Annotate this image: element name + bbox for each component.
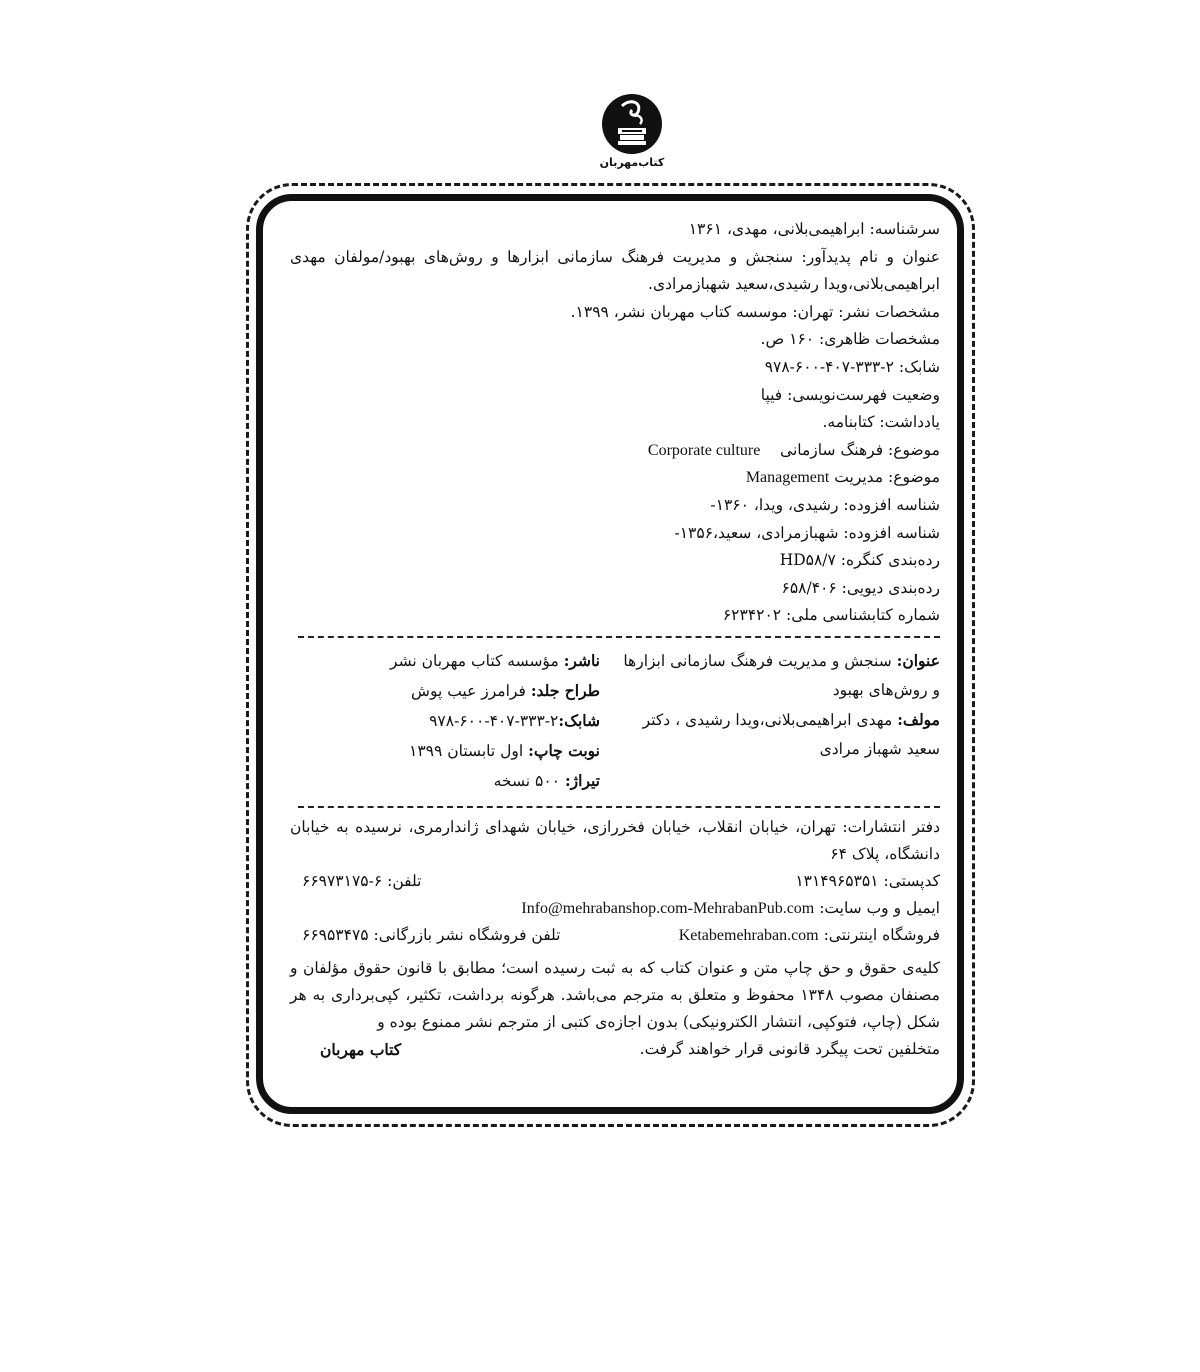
dashed-divider — [298, 806, 940, 808]
online-store-value: Ketabemehraban.com — [678, 926, 819, 944]
isbn-value: ۲-۳۳۳-۴۰۷-۶۰۰-۹۷۸ — [429, 711, 559, 730]
email-row — [290, 895, 940, 922]
copyright-page-content — [290, 216, 940, 1063]
publisher-value: مؤسسه کتاب مهربان نشر — [390, 651, 559, 670]
edition-label: نوبت چاپ: — [528, 740, 600, 760]
cip-subject-1 — [290, 437, 940, 465]
circulation-label: تیراژ: — [564, 770, 600, 790]
cip-lc-class — [290, 547, 940, 575]
cover-designer-label: طراح جلد: — [530, 680, 600, 700]
cip-note: یادداشت: کتابنامه. — [822, 413, 940, 432]
cip-isbn: شابک: ۲-۳۳۳-۴۰۷-۶۰۰-۹۷۸ — [764, 357, 940, 376]
book-title-value-1: سنجش و مدیریت فرهنگ سازمانی ابزارها — [623, 651, 892, 670]
contact-block — [290, 814, 940, 949]
cip-added-entry-2: شناسه افزوده: شهبازمرادی، سعید،۱۳۵۶- — [674, 523, 940, 542]
postal-code: کدپستی: ۱۳۱۴۹۶۵۳۵۱ — [795, 871, 940, 890]
book-author-row — [600, 705, 940, 735]
cip-national-number: شماره کتابشناسی ملی: ۶۲۳۴۲۰۲ — [722, 606, 940, 625]
publisher-row — [350, 646, 600, 676]
book-stack-icon — [600, 92, 664, 156]
cip-lc-class-label: رده‌بندی کنگره: — [840, 551, 940, 570]
book-title-value-2: و روش‌های بهبود — [832, 680, 940, 699]
store-row — [290, 922, 940, 949]
book-author-label: مولف: — [897, 709, 940, 729]
rights-last-line: متخلفین تحت پیگرد قانونی قرار خواهند گرفت. — [639, 1039, 940, 1058]
cip-subject-2 — [290, 464, 940, 492]
office-address: دفتر انتشارات: تهران، خیابان انقلاب، خیابان فخررازی، خیابان شهدای ژاندارمری، نرسیده به خیابان دانشگاه، پلاک ۶۴ — [290, 817, 940, 863]
isbn-row — [350, 706, 600, 736]
online-store-label: فروشگاه اینترنتی: — [823, 925, 940, 944]
cip-physical: مشخصات ظاهری: ۱۶۰ ص. — [760, 330, 940, 349]
edition-value: اول تابستان ۱۳۹۹ — [409, 741, 524, 760]
cover-designer-row — [350, 676, 600, 706]
rights-last-row — [290, 1036, 940, 1063]
store-phone: تلفن فروشگاه نشر بازرگانی: ۶۶۹۵۳۴۷۵ — [302, 925, 561, 944]
book-info-right-column — [600, 646, 940, 796]
rights-brand: کتاب مهربان — [320, 1039, 402, 1059]
publisher-logo — [596, 92, 668, 169]
online-store — [610, 922, 940, 949]
book-title-row — [600, 646, 940, 676]
cip-added-entry-1: شناسه افزوده: رشیدی، ویدا، ۱۳۶۰- — [710, 495, 940, 514]
phone: تلفن: ۶-۶۶۹۷۳۱۷۵ — [302, 871, 422, 890]
edition-row — [350, 736, 600, 766]
email-value: Info@mehrabanshop.com-MehrabanPub.com — [521, 899, 815, 917]
isbn-label: شابک: — [558, 710, 600, 730]
email-label: ایمیل و وب سایت: — [819, 898, 940, 917]
cip-lc-class-value: HD۵۸/۷ — [779, 551, 836, 570]
cip-subject-2-fa: موضوع: مدیریت — [834, 468, 940, 487]
circulation-value: ۵۰۰ نسخه — [493, 771, 560, 790]
postal-phone-row — [290, 868, 940, 895]
book-author-value-2: سعید شهباز مرادی — [819, 739, 940, 758]
dashed-divider — [298, 636, 940, 638]
book-info-left-column — [350, 646, 600, 796]
cip-block — [290, 216, 940, 630]
publisher-label: ناشر: — [563, 650, 600, 670]
cip-title: عنوان و نام پدیدآور: سنجش و مدیریت فرهنگ سازمانی ابزارها و روش‌های بهبود/مولفان مهدی ابراهیمی‌بلانی،ویدا رشیدی،سعید شهبازمرادی. — [290, 247, 940, 294]
rights-body: کلیه‌ی حقوق و حق چاپ متن و عنوان کتاب که به ثبت رسیده است؛ مطابق با قانون حقوق مؤلفان و مصنفان مصوب ۱۳۴۸ محفوظ و متعلق به مترجم می‌باشد. هرگونه برداشت، تکثیر، کپی‌برداری به هر شکل (چاپ، فتوکپی، انتشار الکترونیکی) بدون اجازه‌ی کتبی از مترجم نشر ممنوع بوده و — [290, 958, 940, 1031]
cip-subject-1-en: Corporate culture — [647, 441, 761, 459]
cip-subject-2-en: Management — [745, 469, 830, 487]
cip-heading: سرشناسه: ابراهیمی‌بلانی، مهدی، ۱۳۶۱ — [688, 220, 940, 238]
logo-label: کتاب‌مهربان — [599, 156, 665, 169]
cip-dewey: رده‌بندی دیویی: ۶۵۸/۴۰۶ — [781, 578, 940, 597]
cip-cataloging-status: وضعیت فهرست‌نویسی: فیپا — [760, 385, 940, 404]
cip-subject-1-fa: موضوع: فرهنگ سازمانی — [780, 440, 940, 459]
cover-designer-value: فرامرز عیب پوش — [411, 681, 526, 700]
cip-publication: مشخصات نشر: تهران: موسسه کتاب مهربان نشر، ۱۳۹۹. — [570, 302, 940, 321]
rights-notice — [290, 955, 940, 1063]
book-info-block — [290, 644, 940, 800]
book-title-label: عنوان: — [896, 650, 940, 670]
circulation-row — [350, 766, 600, 796]
book-author-value-1: مهدی ابراهیمی‌بلانی،ویدا رشیدی ، دکتر — [642, 710, 893, 729]
